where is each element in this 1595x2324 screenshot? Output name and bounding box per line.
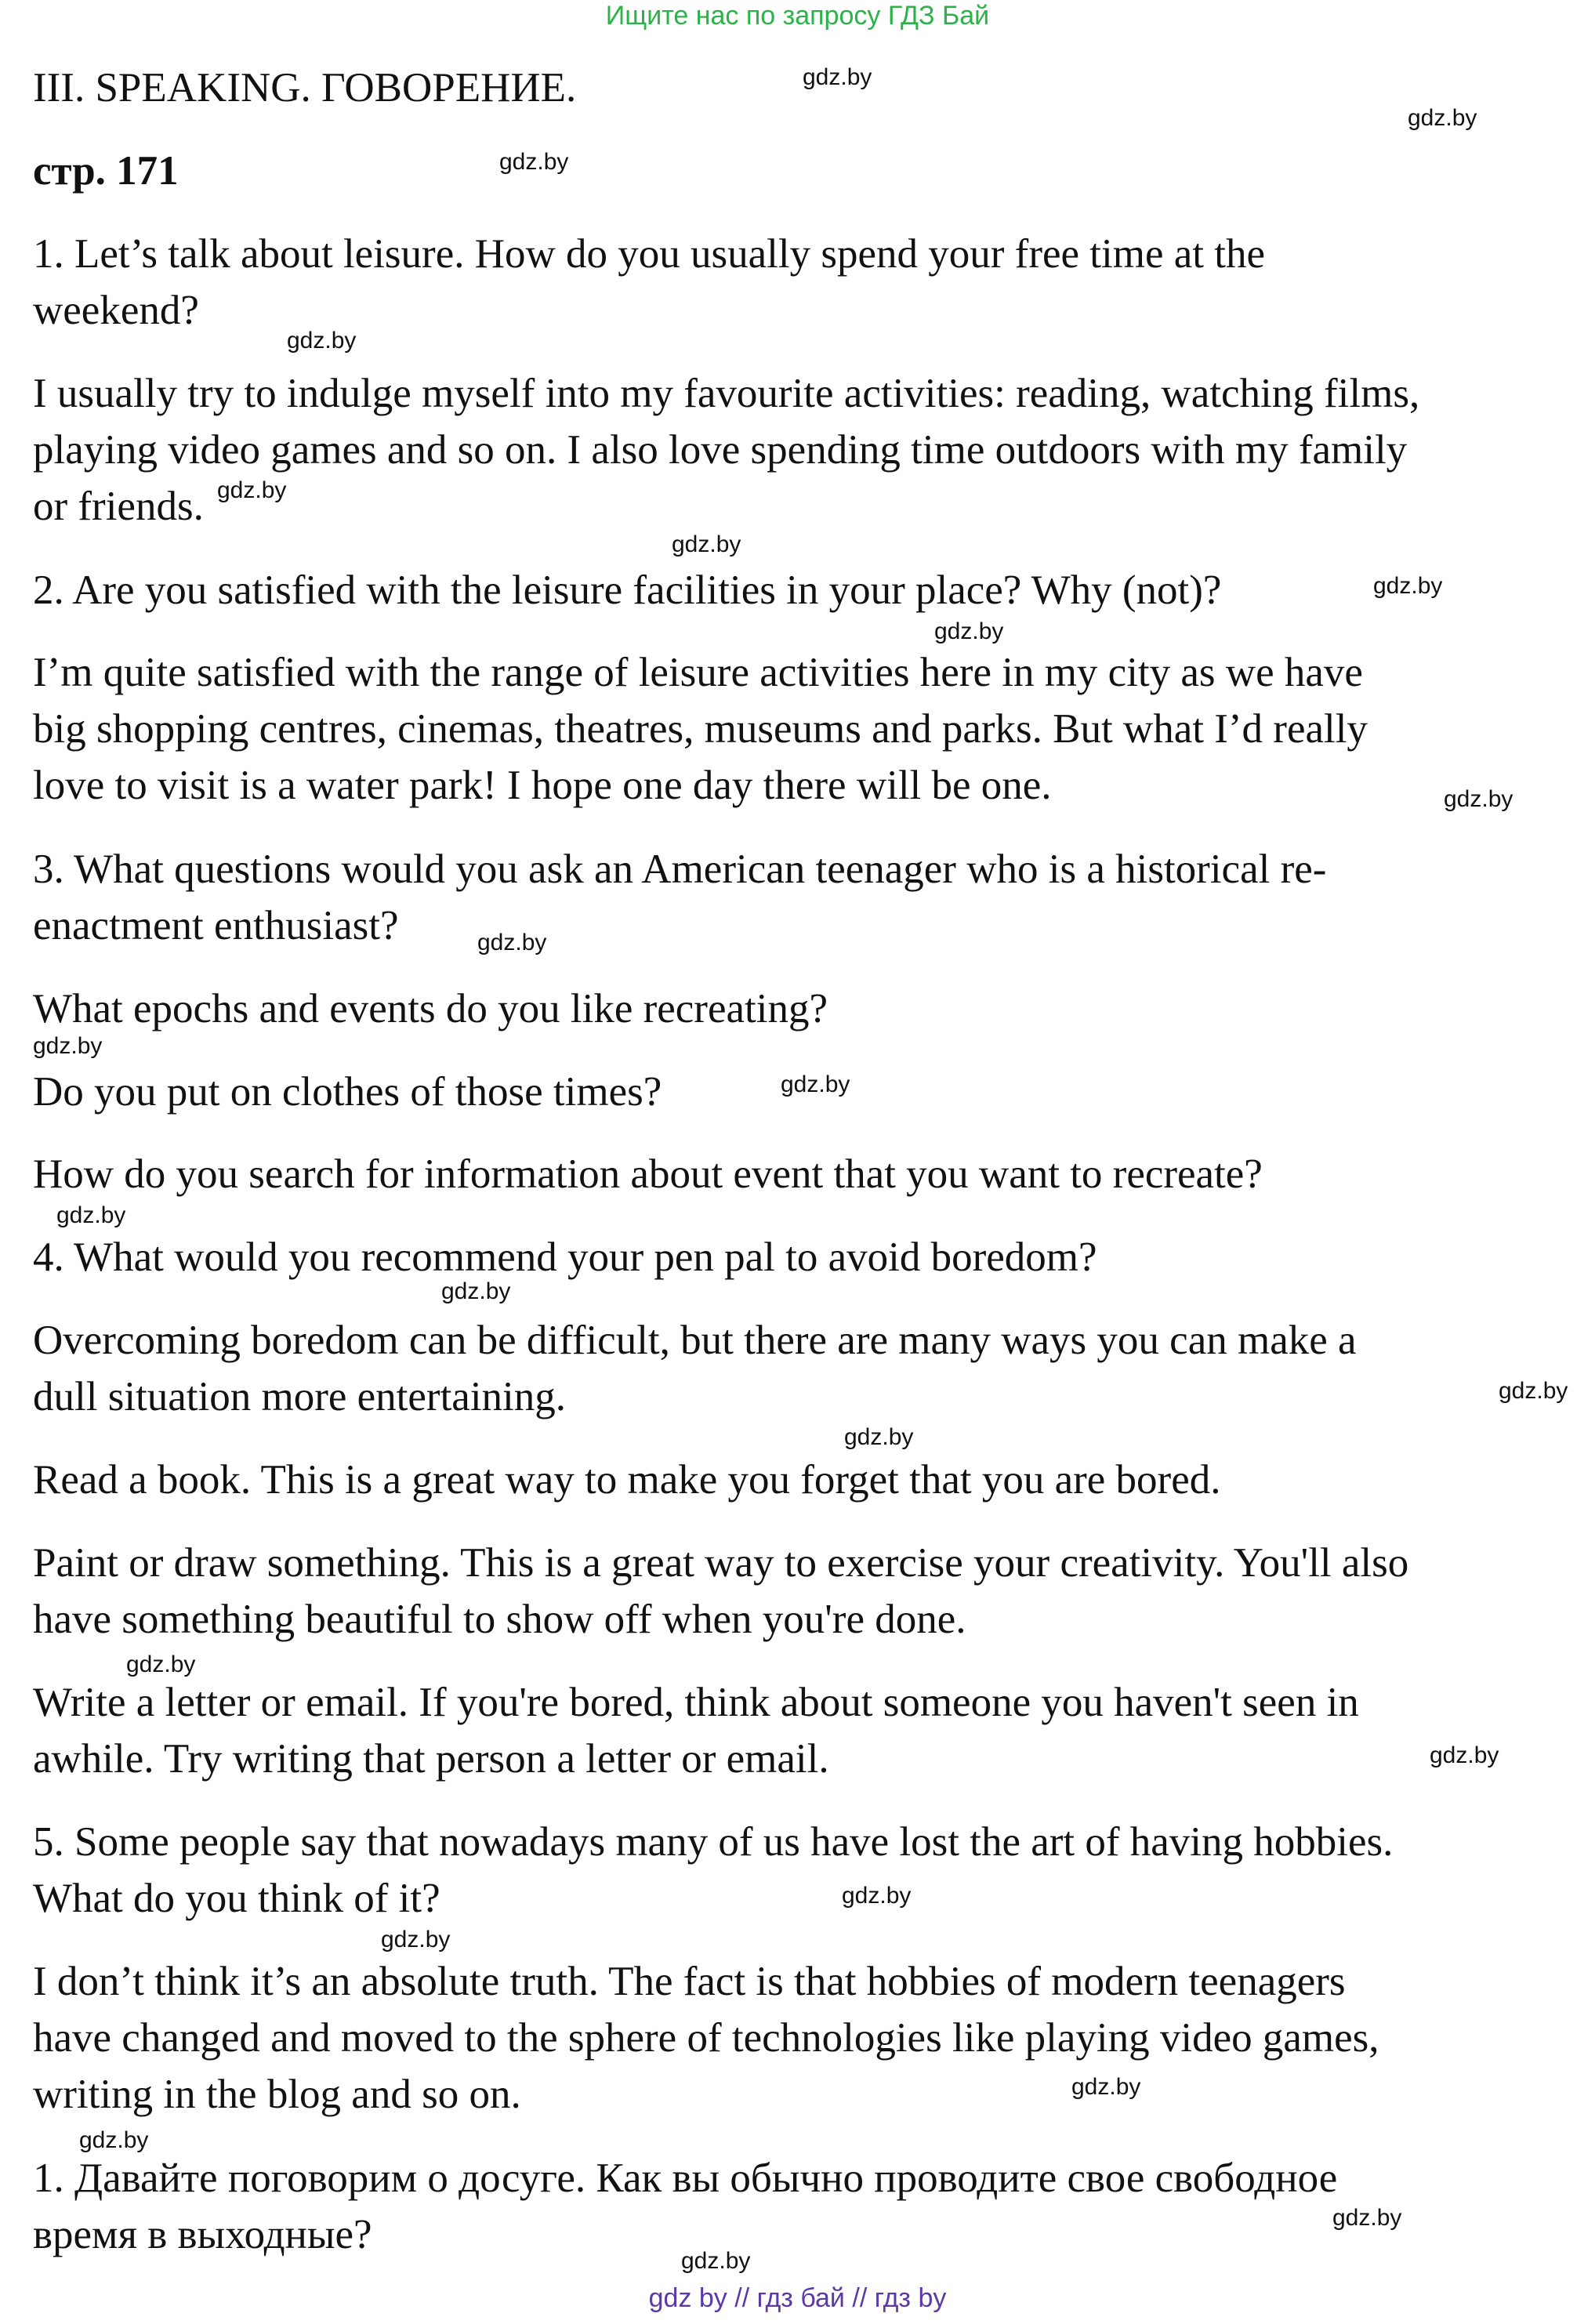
paragraph-line: Write a letter or email. If you're bored, think about someone you haven't seen in bbox=[33, 1680, 1359, 1725]
answer-4-item bbox=[33, 1535, 1569, 1648]
watermark: gdz.by bbox=[287, 328, 357, 353]
question-4 bbox=[33, 1229, 1569, 1285]
paragraph-line: 5. Some people say that nowadays many of us have lost the art of having hobbies. bbox=[33, 1819, 1394, 1865]
paragraph-line: What do you think of it? bbox=[33, 1876, 440, 1921]
paragraph-line: have changed and moved to the sphere of technologies like playing video games, bbox=[33, 2015, 1379, 2061]
answer-3-item bbox=[33, 1146, 1569, 1202]
top-banner-link[interactable]: Ищите нас по запросу ГДЗ Бай bbox=[605, 1, 990, 31]
watermark: gdz.by bbox=[217, 477, 287, 503]
paragraph-line: I usually try to indulge myself into my favourite activities: reading, watching films, bbox=[33, 371, 1420, 416]
watermark: gdz.by bbox=[844, 1424, 914, 1450]
watermark: gdz.by bbox=[33, 1033, 103, 1059]
paragraph-line: writing in the blog and so on. bbox=[33, 2072, 521, 2117]
paragraph-line: 2. Are you satisfied with the leisure facilities in your place? Why (not)? bbox=[33, 567, 1222, 613]
paragraph-line: dull situation more entertaining. bbox=[33, 1374, 567, 1419]
paragraph-line: 1. Давайте поговорим о досуге. Как вы обычно проводите свое свободное bbox=[33, 2155, 1338, 2201]
paragraph-line: Do you put on clothes of those times? bbox=[33, 1069, 662, 1115]
paragraph-line: 1. Let’s talk about leisure. How do you usually spend your free time at the bbox=[33, 231, 1265, 277]
paragraph-line: время в выходные? bbox=[33, 2212, 372, 2257]
watermark: gdz.by bbox=[1373, 573, 1443, 599]
watermark: gdz.by bbox=[56, 1202, 126, 1228]
paragraph-line: or friends. bbox=[33, 484, 204, 529]
answer-4-intro bbox=[33, 1312, 1569, 1425]
footer-links[interactable]: gdz by // гдз бай // гдз by bbox=[648, 2283, 947, 2313]
paragraph-line: Paint or draw something. This is a great way to exercise your creativity. You'll also bbox=[33, 1540, 1409, 1586]
paragraph-line: playing video games and so on. I also love spending time outdoors with my family bbox=[33, 427, 1408, 473]
question-3 bbox=[33, 841, 1569, 954]
watermark: gdz.by bbox=[79, 2127, 149, 2153]
watermark: gdz.by bbox=[803, 64, 872, 90]
watermark: gdz.by bbox=[842, 1883, 912, 1909]
question-2 bbox=[33, 562, 1569, 618]
paragraph-line: love to visit is a water park! I hope one day there will be one. bbox=[33, 763, 1052, 808]
paragraph-line: 4. What would you recommend your pen pal to avoid boredom? bbox=[33, 1235, 1097, 1280]
watermark: gdz.by bbox=[441, 1278, 511, 1304]
watermark: gdz.by bbox=[1499, 1378, 1568, 1404]
paragraph-line: have something beautiful to show off when you're done. bbox=[33, 1597, 966, 1642]
paragraph-line: Read a book. This is a great way to make you forget that you are bored. bbox=[33, 1457, 1221, 1503]
watermark: gdz.by bbox=[499, 149, 569, 175]
answer-3-item bbox=[33, 981, 1569, 1037]
paragraph-line: awhile. Try writing that person a letter or email. bbox=[33, 1736, 829, 1782]
watermark: gdz.by bbox=[1408, 105, 1477, 131]
question-5 bbox=[33, 1814, 1569, 1927]
paragraph-line: What epochs and events do you like recreating? bbox=[33, 986, 828, 1031]
watermark: gdz.by bbox=[934, 618, 1004, 644]
paragraph-line: 3. What questions would you ask an American teenager who is a historical re- bbox=[33, 847, 1327, 892]
paragraph-line: I don’t think it’s an absolute truth. The fact is that hobbies of modern teenagers bbox=[33, 1959, 1346, 2004]
watermark: gdz.by bbox=[1071, 2074, 1141, 2100]
answer-1 bbox=[33, 365, 1569, 535]
paragraph-line: Overcoming boredom can be difficult, but there are many ways you can make a bbox=[33, 1318, 1357, 1363]
answer-4-item bbox=[33, 1674, 1569, 1787]
watermark: gdz.by bbox=[126, 1651, 196, 1677]
watermark: gdz.by bbox=[1444, 786, 1513, 812]
page-label: стр. 171 bbox=[33, 148, 179, 194]
watermark: gdz.by bbox=[1430, 1742, 1499, 1768]
paragraph-line: How do you search for information about event that you want to recreate? bbox=[33, 1151, 1263, 1197]
watermark: gdz.by bbox=[681, 2248, 751, 2274]
paragraph-line: enactment enthusiast? bbox=[33, 903, 399, 948]
answer-2 bbox=[33, 644, 1569, 814]
answer-5 bbox=[33, 1953, 1569, 2123]
paragraph-line: I’m quite satisfied with the range of leisure activities here in my city as we have bbox=[33, 650, 1363, 695]
watermark: gdz.by bbox=[477, 930, 547, 955]
watermark: gdz.by bbox=[381, 1927, 451, 1952]
paragraph-line: weekend? bbox=[33, 288, 199, 333]
watermark: gdz.by bbox=[1332, 2205, 1402, 2231]
paragraph-line: big shopping centres, cinemas, theatres, museums and parks. But what I’d really bbox=[33, 706, 1368, 752]
watermark: gdz.by bbox=[781, 1071, 850, 1097]
question-1 bbox=[33, 226, 1569, 339]
answer-4-item bbox=[33, 1452, 1569, 1508]
section-title: III. SPEAKING. ГОВОРЕНИЕ. bbox=[33, 65, 577, 111]
watermark: gdz.by bbox=[672, 531, 741, 557]
